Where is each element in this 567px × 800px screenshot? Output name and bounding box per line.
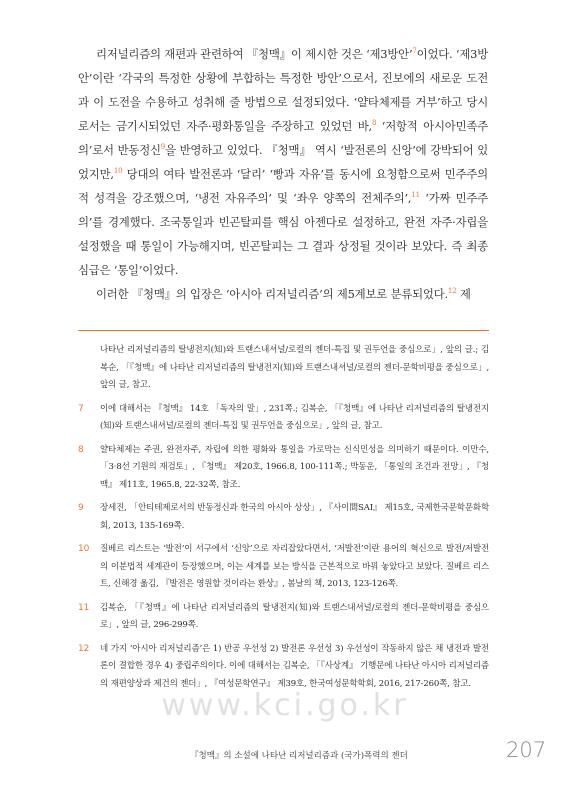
paragraph-1: 리저널리즘의 재편과 관련하여 『청맥』이 제시한 것은 ‘제3방안’$^7$이었다. ‘제3방안’이란 ‘각국의 특정한 상황에 부합하는 특정한 방안’으로서, 진보에의 새로운 도전과 이 도전을 수용하고 성취해 줄 방법으로 설정되었다. ‘얄타체제를 거부’하고 당시로서는 금기시되었던 자주·평화통일을 주장하고 있었던 바,$^8$ ‘저항적 아시아민족주의’로서 반동정신$^9$을 반영하고 있었다. 『청맥』 역시 ‘발전론의 신앙’에 강박되어 있었지만,$^{10}$ 당대의 여타 발전론과 ‘달리’ ‘빵과 자유’를 동시에 요청함으로써 민주주의적 성격을 강조했으며, ‘냉전 자유주의’ 및 ‘좌우 양쪽의 전체주의’,$^{11}$ ‘가짜 민주주의’를 경계했다. 조국통일과 빈곤탈피를 핵심 아젠다로 설정하고, 완전 자주·자립을 설정했을 때 통일이 가능해지며, 빈곤탈피는 그 결과 상정될 것이라 보았다. 즉 최종 심급은 ‘통일’이었다.: [78, 47, 488, 277]
footnote-11: 11 김복순, 「『청맥』에 나타난 리저널리즘의 탈냉전지(知)와 트랜스내셔널/로컬의 젠더-문학비평을 중심으로」, 앞의 글, 296-299쪽.: [78, 600, 489, 635]
footnote-10: 10 질베르 리스트는 ‘발전’이 서구에서 ‘신앙’으로 자리잡았다면서, ‘저발전’이란 용어의 혁신으로 발전/저발전의 이분법적 세계관이 등장했으며, 이는 세계를 보는 방식을 근본적으로 바꿔 놓았다고 보았다. 질베르 리스트, 신해경 옮김, 『발전은 영원할 것이라는 환상』, 봄날의 책, 2013, 123-126쪽.: [78, 541, 489, 594]
footnote-continued: 나타난 리저널리즘의 탈냉전지(知)와 트랜스내셔널/로컬의 젠더-특집 및 권두언을 중심으로」, 앞의 글.; 김복순, 「『청맥』에 나타난 리저널리즘의 탈냉전지(知)와 트랜스내셔널/로컬의 젠더-문학비평을 중심으로」, 앞의 글, 참고.: [100, 345, 489, 390]
footnote-ref-9[interactable]: 9: [160, 143, 166, 152]
watermark: www.kci.go.kr: [161, 688, 409, 723]
footnote-ref-7[interactable]: 7: [412, 47, 417, 56]
footnote-divider: [78, 330, 489, 331]
footnote-12: 12 네 가지 ‘아시아 리저널리즘’은 1) 반공 우선성 2) 발전론 우선성 3) 우선성이 작동하지 않은 채 냉전과 발전론이 결합한 경우 4) 중립주의이다. 이에 대해서는 김복순, 「『사상계』 기행문에 나타난 아시아 리저널리즘의 재편양상과 제건의 젠더」, 『여성문학연구』 제39호, 한국여성문학학회, 2016, 217-260쪽, 참고.: [78, 641, 489, 694]
footnote-number: 10: [78, 544, 90, 554]
footnote-ref-11[interactable]: 11: [411, 191, 420, 200]
footnote-number: 11: [78, 602, 90, 613]
footnote-ref-8[interactable]: 8: [371, 119, 377, 128]
footnote-ref-12[interactable]: 12: [447, 287, 457, 296]
footnote-number: 12: [78, 643, 90, 654]
footnote-number: 8: [78, 444, 84, 455]
running-footer-title: 『청맥』의 소설에 나타난 리저널리즘과 (국가)폭력의 젠더: [190, 751, 408, 761]
footnote-ref-10[interactable]: 10: [113, 167, 123, 176]
footnotes: [78, 342, 489, 699]
footnote-9: 9 장세진, 「안티테제로서의 반동정신과 한국의 아시아 상상」, 『사이間SAI』 제15호, 국제한국문학문화학회, 2013, 135-169쪽.: [78, 500, 489, 535]
footnote-8: 8 얄타체제는 주권, 완전자주, 자립에 의한 평화와 통일을 가로막는 신식민성을 의미하기 때문이다. 이만수, 「3·8선 기원의 재검토」, 『청맥』 제20호, 1966.8, 100-111쪽.; 박동운, 「통일의 조건과 전망」, 『청맥』 제11호, 1965.8, 22-32쪽, 참조.: [78, 442, 489, 495]
footnote-7: 7 이에 대해서는 『청맥』 14호 「독자의 말」, 231쪽.; 김복순, 「『청맥』에 나타난 리저널리즘의 탈냉전지(知)와 트랜스내셔널/로컬의 젠더-특집 및 권두언을 중심으로」, 앞의 글, 참고.: [78, 401, 489, 436]
main-body: [78, 42, 488, 306]
footnote-number: 9: [78, 503, 84, 513]
page-number: 207: [506, 738, 547, 762]
footnote-number: 7: [78, 403, 84, 414]
paragraph-2: 이러한 『청맥』의 입장은 ‘아시아 리저널리즘’의 제5계보로 분류되었다.$^{12}$ 제: [96, 287, 471, 301]
